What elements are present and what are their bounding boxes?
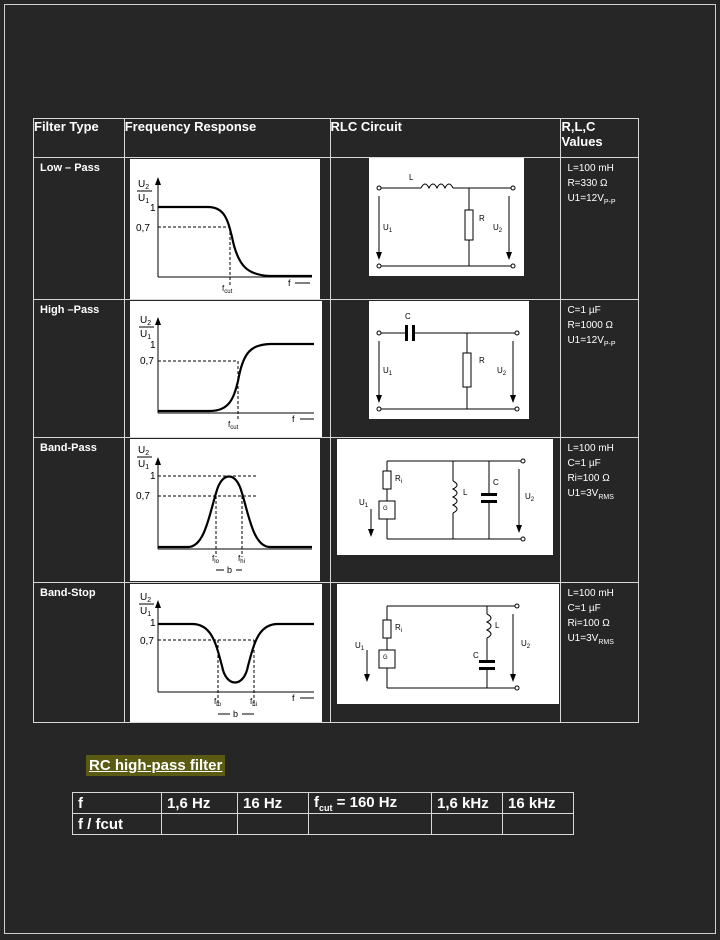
rlc-values-cell (561, 158, 639, 300)
header-rlc-circuit: RLC Circuit (330, 119, 561, 158)
highpass-response-graph (130, 301, 322, 437)
svg-text:L: L (462, 488, 467, 497)
svg-text:0,7: 0,7 (135, 491, 150, 502)
svg-text:U2: $U_2$ (137, 445, 149, 457)
frequency-response-cell (124, 158, 330, 300)
bandstop-curve (158, 624, 314, 683)
svg-text:C: C (492, 478, 499, 487)
svg-text:U2: $U_2$ (496, 366, 506, 377)
table-row (34, 300, 639, 438)
inductor-label: L (408, 173, 413, 182)
level-07: 0,7 (135, 223, 150, 234)
value-line: L=100 mH (567, 443, 614, 454)
svg-text:Ri: $R_i$ (394, 623, 402, 634)
rlc-values-cell (561, 583, 639, 723)
bandpass-curve (158, 477, 312, 548)
bandpass-response-graph (130, 439, 320, 581)
table-header-row (34, 119, 639, 158)
f-axis-label: f (287, 278, 291, 288)
capacitor-label: C (404, 312, 411, 321)
rlc-values-cell (561, 438, 639, 583)
value-line: L=100 mH (567, 588, 614, 599)
value-line: R=330 Ω (567, 178, 608, 189)
value-line: C=1 µF (567, 305, 601, 316)
lowpass-curve (158, 207, 312, 276)
svg-text:R: R (478, 356, 485, 365)
ratio-u1: $U_1$ (137, 193, 149, 205)
u1-label: $U_1$ (382, 223, 392, 234)
svg-text:fcut: $f_{cut}$ (227, 420, 238, 431)
rc-highpass-table (72, 792, 574, 835)
frequency-response-cell (124, 438, 330, 583)
rlc-circuit-cell (330, 583, 561, 723)
svg-text:U1: $U_1$ (358, 498, 368, 509)
fcut-label: $f_{cut}$ (221, 284, 232, 295)
value-line: L=100 mH (567, 163, 614, 174)
bandstop-circuit-diagram (337, 584, 559, 704)
svg-text:U1: $U_1$ (382, 366, 392, 377)
svg-text:U2: $U_2$ (524, 492, 534, 503)
filter-table (33, 118, 639, 723)
freq-cell: 1,6 kHz (432, 793, 503, 814)
table-row (73, 793, 574, 814)
ri-label: $R_i$ (394, 474, 402, 485)
bandpass-circuit-diagram (337, 439, 553, 555)
value-line: $U1=3V_{RMS}$ (567, 633, 614, 646)
rlc-circuit-cell (330, 438, 561, 583)
rlc-values-cell (561, 300, 639, 438)
filter-type-cell: Band-Pass (34, 438, 125, 583)
value-line: R=1000 Ω (567, 320, 614, 331)
svg-text:0,7: 0,7 (139, 636, 154, 647)
ratio-cell (432, 814, 503, 835)
svg-text:1: 1 (149, 618, 156, 629)
value-line: $U1=3V_{RMS}$ (567, 488, 614, 501)
svg-text:L: L (494, 621, 499, 630)
bandstop-response-graph (130, 584, 322, 722)
filter-type-cell: High –Pass (34, 300, 125, 438)
table-row (34, 438, 639, 583)
svg-text:b: b (226, 565, 232, 575)
generator-label: G (382, 506, 388, 512)
svg-text:U2: $U_2$ (520, 639, 530, 650)
svg-text:U2: $U_2$ (139, 315, 151, 327)
filter-type-cell: Band-Stop (34, 583, 125, 723)
svg-text:U1: $U_1$ (139, 329, 151, 341)
value-line: $U1=12V_{P-P}$ (567, 193, 616, 206)
header-filter-type: Filter Type (34, 119, 125, 158)
resistor-label: R (478, 214, 485, 223)
u2-label: $U_2$ (492, 223, 502, 234)
highpass-curve (158, 344, 314, 411)
rlc-circuit-cell (330, 300, 561, 438)
svg-text:fhi: $f_{hi}$ (249, 697, 257, 708)
ratio-u2: $U_2$ (137, 179, 149, 191)
freq-cell: 1,6 Hz (162, 793, 238, 814)
svg-text:f: f (291, 414, 295, 424)
table-row (34, 158, 639, 300)
svg-text:flo: $f_{lo}$ (211, 554, 219, 565)
row-label-f: f (73, 793, 162, 814)
freq-cell: 16 kHz (503, 793, 574, 814)
value-line: Ri=100 Ω (567, 618, 610, 629)
svg-text:G: G (382, 655, 388, 661)
svg-text:b: b (232, 709, 238, 719)
svg-text:C: C (472, 651, 479, 660)
svg-text:U1: $U_1$ (354, 641, 364, 652)
header-rlc-values: R,L,C Values (561, 119, 639, 158)
ratio-cell (238, 814, 309, 835)
lowpass-circuit-diagram (369, 158, 524, 276)
svg-text:1: 1 (149, 340, 156, 351)
ratio-cell (503, 814, 574, 835)
ratio-cell (309, 814, 432, 835)
value-line: C=1 µF (567, 603, 601, 614)
rc-section-title: RC high-pass filter (86, 755, 225, 776)
header-frequency-response: Frequency Response (124, 119, 330, 158)
row-label-ratio: f / fcut (73, 814, 162, 835)
svg-text:flo: $f_{lo}$ (213, 697, 221, 708)
rlc-circuit-cell (330, 158, 561, 300)
svg-text:fhi: $f_{hi}$ (237, 554, 245, 565)
freq-cell: 16 Hz (238, 793, 309, 814)
level-one: 1 (149, 203, 156, 214)
value-line: $U1=12V_{P-P}$ (567, 335, 616, 348)
svg-text:1: 1 (149, 471, 156, 482)
svg-text:U1: $U_1$ (139, 606, 151, 618)
frequency-response-cell (124, 300, 330, 438)
frequency-response-cell (124, 583, 330, 723)
svg-text:U1: $U_1$ (137, 459, 149, 471)
svg-text:U2: $U_2$ (139, 592, 151, 604)
ratio-cell (162, 814, 238, 835)
filter-type-cell: Low – Pass (34, 158, 125, 300)
value-line: Ri=100 Ω (567, 473, 610, 484)
svg-text:f: f (291, 693, 295, 703)
value-line: C=1 µF (567, 458, 601, 469)
lowpass-response-graph (130, 159, 320, 299)
svg-text:0,7: 0,7 (139, 356, 154, 367)
table-row (73, 814, 574, 835)
freq-cell-fcut: $f_{cut} = 160$ Hz (309, 793, 432, 814)
highpass-circuit-diagram (369, 301, 529, 419)
table-row (34, 583, 639, 723)
